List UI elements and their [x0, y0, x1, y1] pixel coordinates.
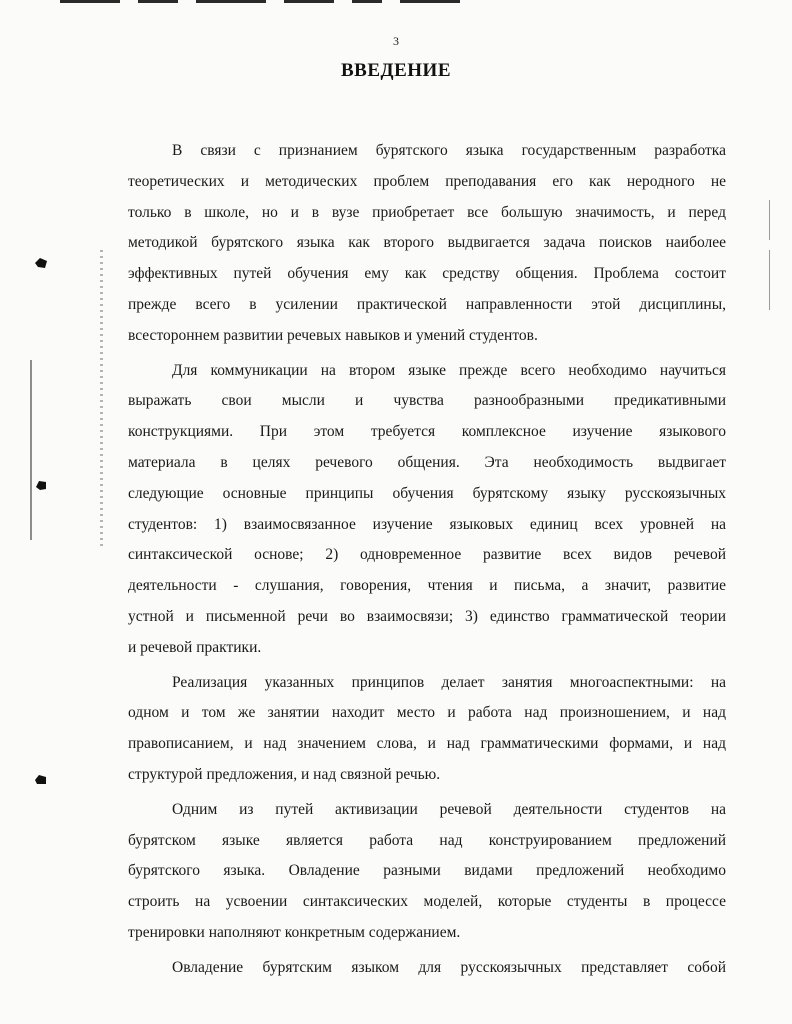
text-line: В связи с признанием бурятского языка государственным разработка: [172, 142, 726, 159]
text-line: выражать свои мысли и чувства разнообразными предикативными: [128, 392, 726, 410]
body-text: [128, 136, 726, 984]
text-line: Овладение бурятским языком для русскоязычных представляет собой: [172, 958, 726, 976]
text-line: деятельности - слушания, говорения, чтения и письма, а значит, развитие: [128, 577, 726, 595]
hole-punch-mark: [34, 478, 48, 492]
text-line: методикой бурятского языка как второго выдвигается задача поисков наиболее: [128, 234, 726, 252]
text-line: прежде всего в усилении практической направленности этой дисциплины,: [128, 295, 726, 313]
text-line: Реализация указанных принципов делает занятия многоаспектными: на: [172, 673, 726, 691]
paragraph: [128, 668, 726, 791]
text-line: строить на усвоении синтаксических моделей, которые студенты в процессе: [128, 893, 726, 911]
hole-punch-mark: [34, 256, 48, 270]
text-line: только в школе, но и в вузе приобретает все большую значимость, и перед: [128, 203, 726, 221]
scan-artifact: [769, 250, 770, 310]
text-line: бурятском языке является работа над конструированием предложений: [128, 831, 726, 849]
text-line: теоретических и методических проблем преподавания его как неродного не: [128, 172, 726, 190]
text-line: эффективных путей обучения ему как средству общения. Проблема состоит: [128, 265, 726, 283]
text-line: тренировки наполняют конкретным содержанием.: [128, 923, 461, 941]
hole-punch-mark: [34, 772, 48, 786]
binding-dots: [100, 250, 103, 550]
page-title: ВВЕДЕНИЕ: [341, 60, 451, 81]
binding-shadow: [30, 360, 32, 540]
text-line: правописанием, и над значением слова, и над грамматическими формами, и над: [128, 735, 726, 753]
scan-artifact: [769, 200, 770, 240]
page-number: 3: [393, 34, 399, 48]
scan-top-edge: [60, 0, 750, 3]
paragraph: [128, 953, 726, 984]
text-line: студентов: 1) взаимосвязанное изучение языковых единиц всех уровней на: [128, 515, 726, 533]
text-line: устной и письменной речи во взаимосвязи; 3) единство грамматической теории: [128, 607, 726, 625]
text-line: бурятского языка. Овладение разными видами предложений необходимо: [128, 862, 726, 880]
text-line: Одним из путей активизации речевой деятельности студентов на: [172, 800, 726, 818]
paragraph: [128, 356, 726, 664]
text-line: синтаксической основе; 2) одновременное развитие всех видов речевой: [128, 546, 726, 564]
text-line: Для коммуникации на втором языке прежде всего необходимо научиться: [172, 361, 726, 379]
text-line: всестороннем развитии речевых навыков и умений студентов.: [128, 326, 538, 344]
text-line: и речевой практики.: [128, 638, 262, 656]
text-line: структурой предложения, и над связной речью.: [128, 765, 441, 783]
text-line: следующие основные принципы обучения бурятскому языку русскоязычных: [128, 484, 726, 502]
text-line: одном и том же занятии находит место и работа над произношением, и над: [128, 704, 726, 722]
paragraph: [128, 136, 726, 352]
paragraph: [128, 795, 726, 949]
text-line: материала в целях речевого общения. Эта необходимость выдвигает: [128, 453, 726, 471]
text-line: конструкциями. При этом требуется комплексное изучение языкового: [128, 423, 726, 441]
